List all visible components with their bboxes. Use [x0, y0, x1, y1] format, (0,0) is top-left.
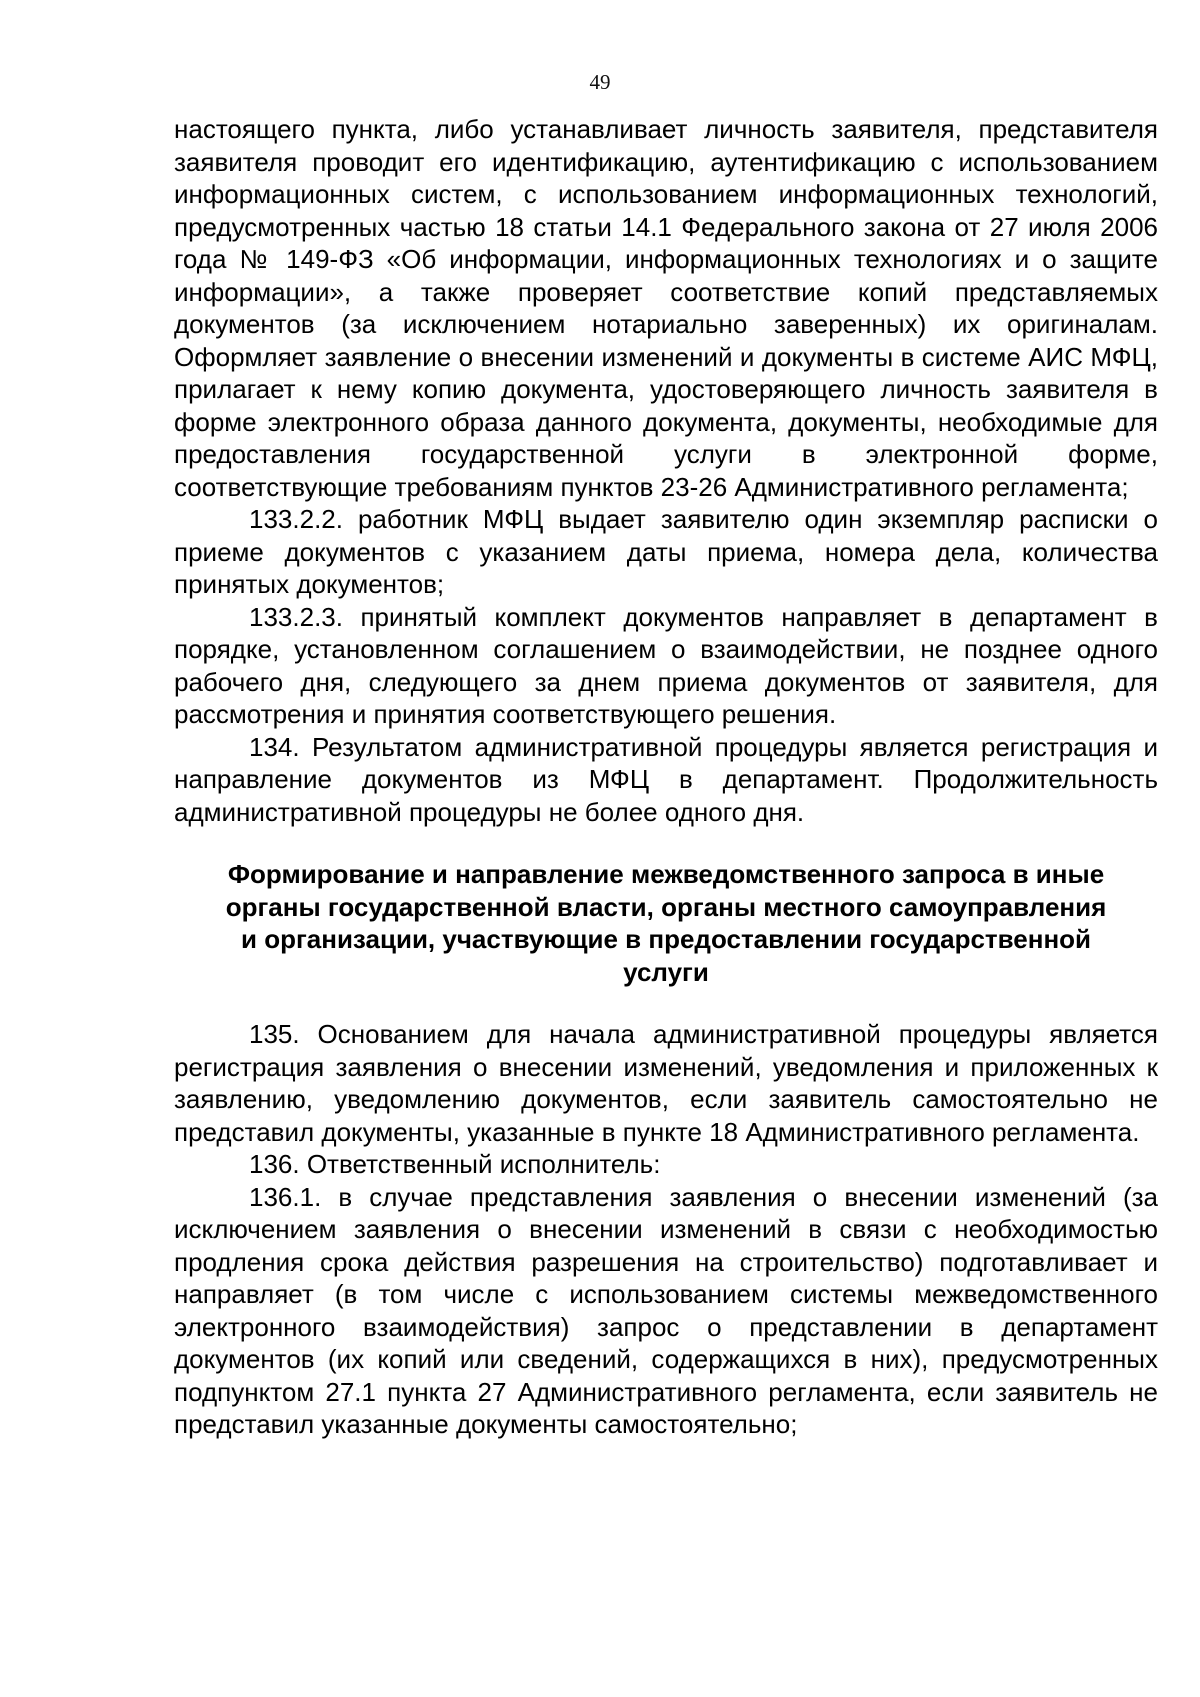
paragraph-135: 135. Основанием для начала административной процедуры является регистрация заявления о внесении изменений, уведомления и приложенных к заявлению, уведомлению документов, если заявитель самостоятельно не представил документы, указанные в пункте 18 Административного регламента.	[174, 1019, 1158, 1147]
document-body	[174, 113, 1158, 1441]
paragraph-continuation: настоящего пункта, либо устанавливает личность заявителя, представителя заявителя проводит его идентификацию, аутентификацию с использованием информационных систем, с использованием информационных технологий, предусмотренных частью 18 статьи 14.1 Федерального закона от 27 июля 2006 года № 149-ФЗ «Об информации, информационных технологиях и о защите информации», а также проверяет соответствие копий представляемых документов (за исключением нотариально заверенных) их оригиналам. Оформляет заявление о внесении изменений и документы в системе АИС МФЦ, прилагает к нему копию документа, удостоверяющего личность заявителя в форме электронного образа данного документа, документы, необходимые для предоставления государственной услуги в электронной форме, соответствующие требованиям пунктов 23-26 Административного регламента;	[174, 114, 1158, 502]
paragraph-133-2-3: 133.2.3. принятый комплект документов направляет в департамент в порядке, установленном соглашением о взаимодействии, не позднее одного рабочего дня, следующего за днем приема документов от заявителя, для рассмотрения и принятия соответствующего решения.	[174, 601, 1158, 729]
section-heading-line-4: услуги	[623, 956, 709, 987]
paragraph-136-1: 136.1. в случае представления заявления о внесении изменений (за исключением заявления о внесении изменений в связи с необходимостью продления срока действия разрешения на строительство) подготавливает и направляет (в том числе с использованием системы межведомственного электронного взаимодействия) запрос о представлении в департамент документов (их копий или сведений, содержащихся в них), предусмотренных подпунктом 27.1 пункта 27 Административного регламента, если заявитель не представил указанные документы самостоятельно;	[174, 1181, 1158, 1439]
paragraph-134: 134. Результатом административной процедуры является регистрация и направление документов из МФЦ в департамент. Продолжительность административной процедуры не более одного дня.	[174, 731, 1158, 827]
section-heading-line-3: и организации, участвующие в предоставлении государственной	[240, 924, 1092, 954]
section-heading-line-1: Формирование и направление межведомственного запроса в иные	[227, 859, 1105, 889]
paragraph-136: 136. Ответственный исполнитель:	[249, 1149, 661, 1179]
section-heading-line-2: органы государственной власти, органы местного самоуправления	[225, 891, 1107, 922]
section-heading	[174, 858, 1158, 988]
paragraph-133-2-2: 133.2.2. работник МФЦ выдает заявителю один экземпляр расписки о приеме документов с указанием даты приема, номера дела, количества принятых документов;	[174, 504, 1158, 599]
page-number: 49	[589, 70, 611, 94]
